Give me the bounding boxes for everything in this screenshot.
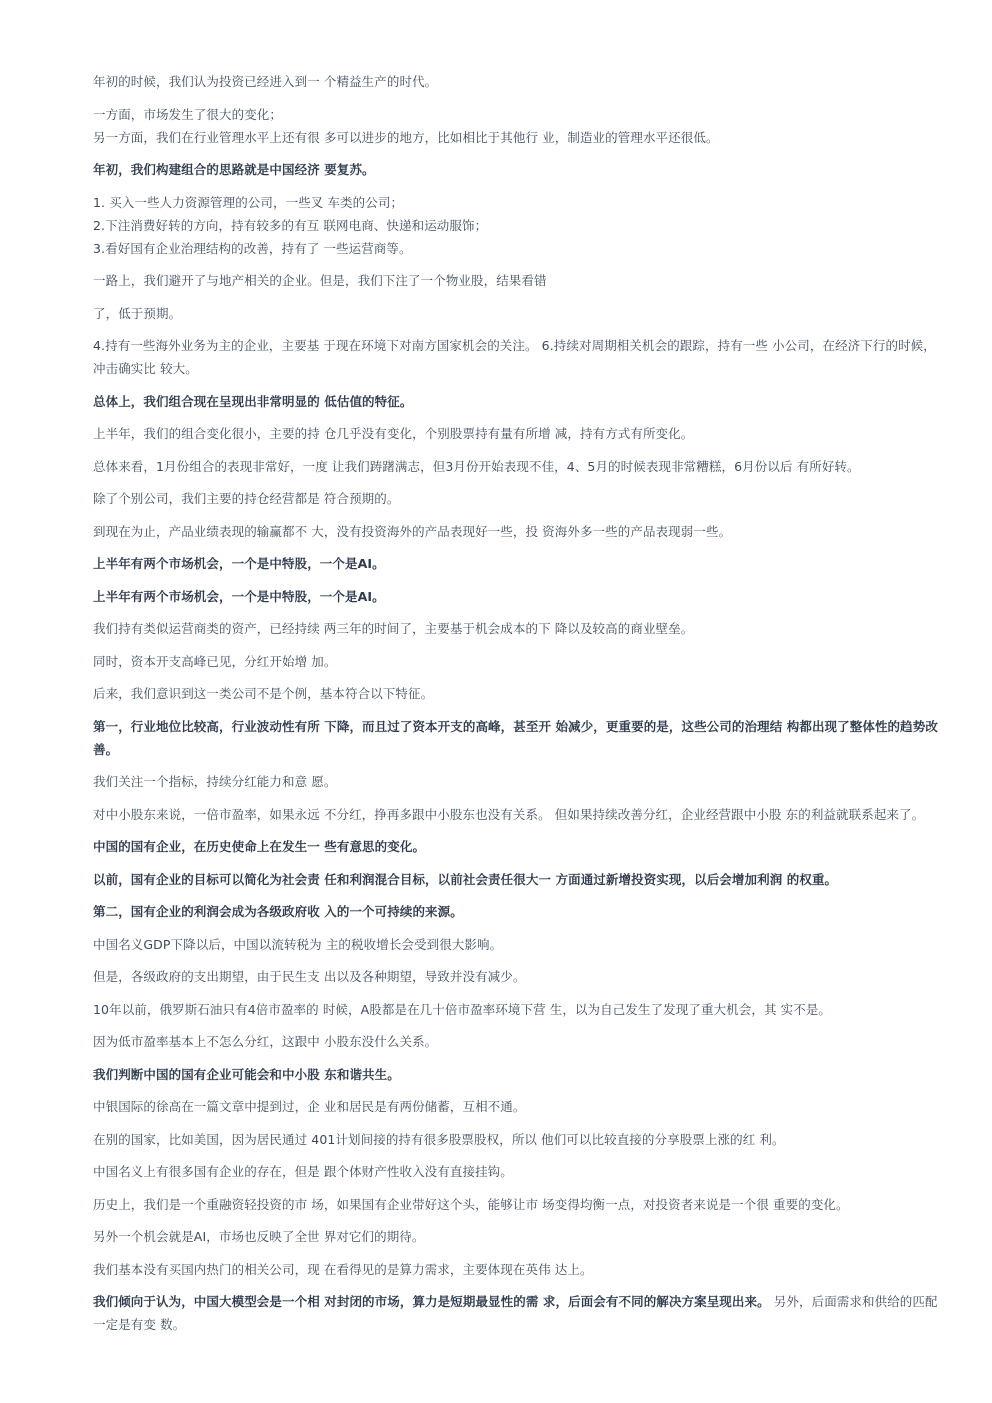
- document-body: [93, 70, 943, 1346]
- paragraph: 上半年，我们的组合变化很小，主要的持 仓几乎没有变化，个别股票持有量有所增 减，持有方式有所变化。: [93, 426, 694, 441]
- paragraph: 我们基本没有买国内热门的相关公司，现 在看得见的是算力需求，主要体现在英伟 达上。: [93, 1261, 593, 1277]
- bold-paragraph: 第一，行业地位比较高，行业波动性有所 下降，而且过了资本开支的高峰，甚至开 始减少，更重要的是，这些公司的治理结 构都出现了整体性的趋势改善。: [93, 718, 938, 757]
- bold-text-segment: 我们倾向于认为，中国大模型会是一个相 对封闭的市场，算力是短期最显性的需 求，后面会有不同的解决方案呈现出来。: [93, 1294, 770, 1309]
- text-segment: 另外，后面需求和供给的匹配一定是有变 数。: [93, 1294, 938, 1332]
- paragraph: 到现在为止，产品业绩表现的输赢都不 大，没有投资海外的产品表现好一些，投 资海外多一些的产品表现弱一些。: [93, 523, 732, 539]
- paragraph: 我们关注一个指标，持续分红能力和意 愿。: [93, 774, 337, 789]
- paragraph-line: 1. 买入一些人力资源管理的公司，一些叉 车类的公司；: [93, 194, 404, 210]
- paragraph: 了，低于预期。: [93, 305, 182, 321]
- paragraph: [93, 103, 943, 149]
- bold-paragraph: 上半年有两个市场机会，一个是中特股，一个是AI。: [93, 556, 385, 571]
- paragraph: 对中小股东来说，一倍市盈率，如果永远 不分红，挣再多跟中小股东也没有关系。 但如果持续改善分红，企业经营跟中小股 东的利益就联系起来了。: [93, 806, 925, 822]
- bold-paragraph: 年初，我们构建组合的思路就是中国经济 要复苏。: [93, 162, 375, 177]
- bold-paragraph: 以前，国有企业的目标可以简化为社会责 任和利润混合目标，以前社会责任很大一 方面通过新增投资实现，以后会增加利润 的权重。: [93, 871, 838, 887]
- bold-paragraph: 上半年有两个市场机会，一个是中特股，一个是AI。: [93, 588, 385, 604]
- bold-paragraph: 中国的国有企业，在历史使命上在发生一 些有意思的变化。: [93, 839, 426, 854]
- paragraph: 一路上，我们避开了与地产相关的企业。但是，我们下注了一个物业股，结果看错: [93, 273, 547, 288]
- paragraph: [93, 191, 943, 260]
- paragraph: 总体来看，1月份组合的表现非常好，一度 让我们踌躇满志，但3月份开始表现不佳，4、5月的时候表现非常糟糕，6月份以后 有所好转。: [93, 458, 860, 474]
- paragraph: 我们持有类似运营商类的资产，已经持续 两三年的时间了，主要基于机会成本的下 降以及较高的商业壁垒。: [93, 621, 694, 636]
- paragraph: 历史上，我们是一个重融资轻投资的市 场，如果国有企业带好这个头，能够让市 场变得均衡一点，对投资者来说是一个很 重要的变化。: [93, 1196, 849, 1212]
- bold-paragraph: 我们判断中国的国有企业可能会和中小股 东和谐共生。: [93, 1066, 400, 1082]
- paragraph: 中银国际的徐高在一篇文章中提到过，企 业和居民是有两份储蓄，互相不通。: [93, 1099, 526, 1114]
- paragraph: 另外一个机会就是AI，市场也反映了全世 界对它们的期待。: [93, 1229, 425, 1244]
- paragraph-line: 2.下注消费好转的方向，持有较多的有互 联网电商、快递和运动服饰；: [93, 217, 488, 233]
- paragraph: 同时，资本开支高峰已见，分红开始增 加。: [93, 653, 337, 669]
- paragraph: 年初的时候，我们认为投资已经进入到一 个精益生产的时代。: [93, 74, 438, 89]
- paragraph-line: 一方面，市场发生了很大的变化；: [93, 106, 283, 122]
- paragraph: 10年以前，俄罗斯石油只有4倍市盈率的 时候，A股都是在几十倍市盈率环境下营 生，以为自己发生了发现了重大机会，其 实不是。: [93, 1001, 832, 1017]
- paragraph: 但是，各级政府的支出期望，由于民生支 出以及各种期望，导致并没有减少。: [93, 969, 526, 984]
- paragraph: 除了个别公司，我们主要的持仓经营都是 符合预期的。: [93, 491, 400, 506]
- paragraph: 因为低市盈率基本上不怎么分红，这跟中 小股东没什么关系。: [93, 1034, 438, 1049]
- paragraph-line: 3.看好国有企业治理结构的改善，持有了 一些运营商等。: [93, 240, 412, 256]
- paragraph: 中国名义上有很多国有企业的存在，但是 跟个体财产性收入没有直接挂钩。: [93, 1164, 513, 1179]
- bold-paragraph: 总体上，我们组合现在呈现出非常明显的 低估值的特征。: [93, 393, 413, 409]
- paragraph: [93, 1290, 943, 1336]
- paragraph: 在别的国家，比如美国，因为居民通过 401计划间接的持有很多股票股权，所以 他们可以比较直接的分享股票上涨的红 利。: [93, 1131, 785, 1147]
- bold-paragraph: 第二，国有企业的利润会成为各级政府收 入的一个可持续的来源。: [93, 904, 463, 919]
- paragraph: 4.持有一些海外业务为主的企业，主要基 于现在环境下对南方国家机会的关注。 6.持续对周期相关机会的跟踪，持有一些 小公司，在经济下行的时候，冲击确实比 较大。: [93, 338, 936, 376]
- paragraph: 中国名义GDP下降以后，中国以流转税为 主的税收增长会受到很大影响。: [93, 936, 503, 952]
- paragraph: 后来，我们意识到这一类公司不是个例，基本符合以下特征。: [93, 686, 434, 701]
- paragraph-line: 另一方面，我们在行业管理水平上还有很 多可以进步的地方，比如相比于其他行 业，制造业的管理水平还很低。: [93, 129, 719, 145]
